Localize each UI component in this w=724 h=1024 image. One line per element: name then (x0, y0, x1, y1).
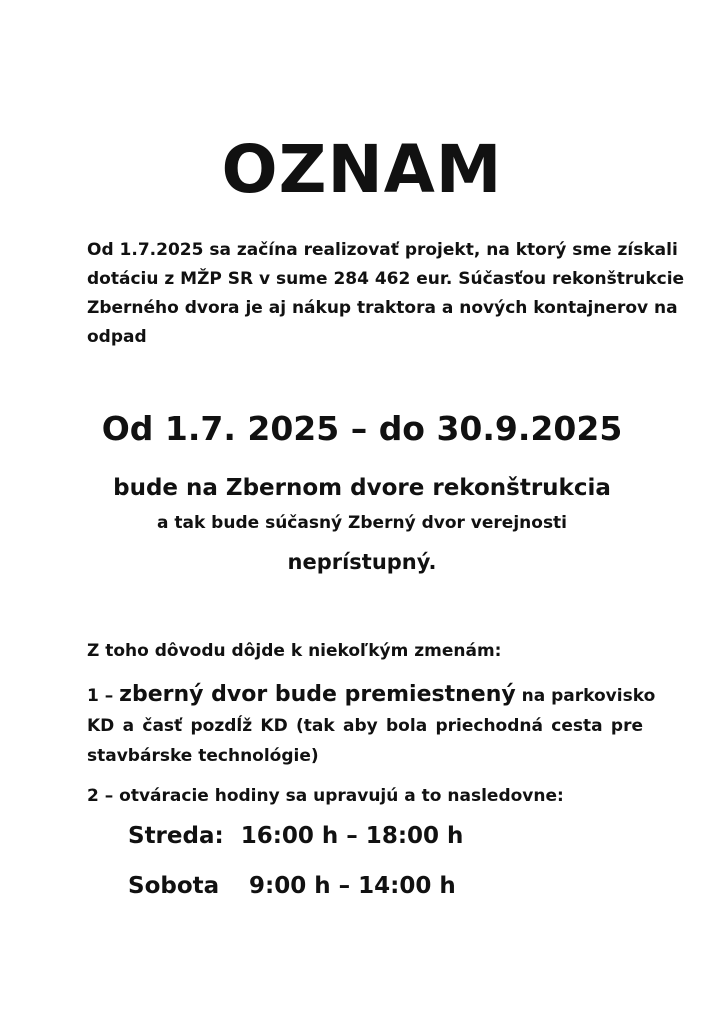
change-item-line (87, 711, 643, 741)
change-item-number: 1 – (87, 686, 114, 706)
opening-hours-row (128, 868, 456, 904)
change-item-word: priechodná (435, 716, 543, 736)
opening-hours-day: Streda: (128, 823, 224, 849)
change-item-line (87, 680, 656, 711)
change-item-word: KD (260, 716, 288, 736)
change-item-hours: 2 – otváracie hodiny sa upravujú a to nasledovne: (87, 786, 564, 806)
change-item-word: pre (610, 716, 643, 736)
change-item-line: stavbárske technológie) (87, 746, 319, 766)
opening-hours-day: Sobota (128, 873, 220, 899)
change-item-text: na parkovisko (521, 686, 656, 706)
opening-hours-time: 9:00 h – 14:00 h (249, 873, 456, 899)
intro-line: Zberného dvora je aj nákup traktora a nových kontajnerov na (87, 298, 678, 318)
changes-intro: Z toho dôvodu dôjde k niekoľkým zmenám: (87, 641, 502, 661)
intro-paragraph (87, 236, 685, 352)
change-item-word: (tak (296, 716, 335, 736)
notice-title: OZNAM (221, 131, 503, 208)
change-item-word: bola (386, 716, 428, 736)
change-item-word: aby (342, 716, 378, 736)
change-item-word: KD (87, 716, 115, 736)
change-item-emphasis: zberný dvor bude premiestnený (119, 682, 516, 707)
change-item-word: a (122, 716, 135, 736)
change-item-word: cesta (551, 716, 603, 736)
closure-date-range: Od 1.7. 2025 – do 30.9.2025 (101, 409, 623, 448)
change-item-relocation (87, 680, 656, 771)
intro-line: Od 1.7.2025 sa začína realizovať projekt, na ktorý sme získali (87, 240, 678, 260)
closure-status: neprístupný. (287, 550, 437, 574)
opening-hours-time: 16:00 h – 18:00 h (240, 823, 464, 849)
change-item-word: časť (142, 716, 183, 736)
opening-hours-row (128, 818, 463, 854)
intro-line: dotáciu z MŽP SR v sume 284 462 eur. Súčasťou rekonštrukcie (87, 269, 685, 289)
intro-line: odpad (87, 327, 147, 347)
closure-heading: bude na Zbernom dvore rekonštrukcia (113, 475, 611, 501)
change-item-word: pozdĺž (190, 716, 253, 736)
closure-subtext: a tak bude súčasný Zberný dvor verejnosti (156, 513, 568, 533)
